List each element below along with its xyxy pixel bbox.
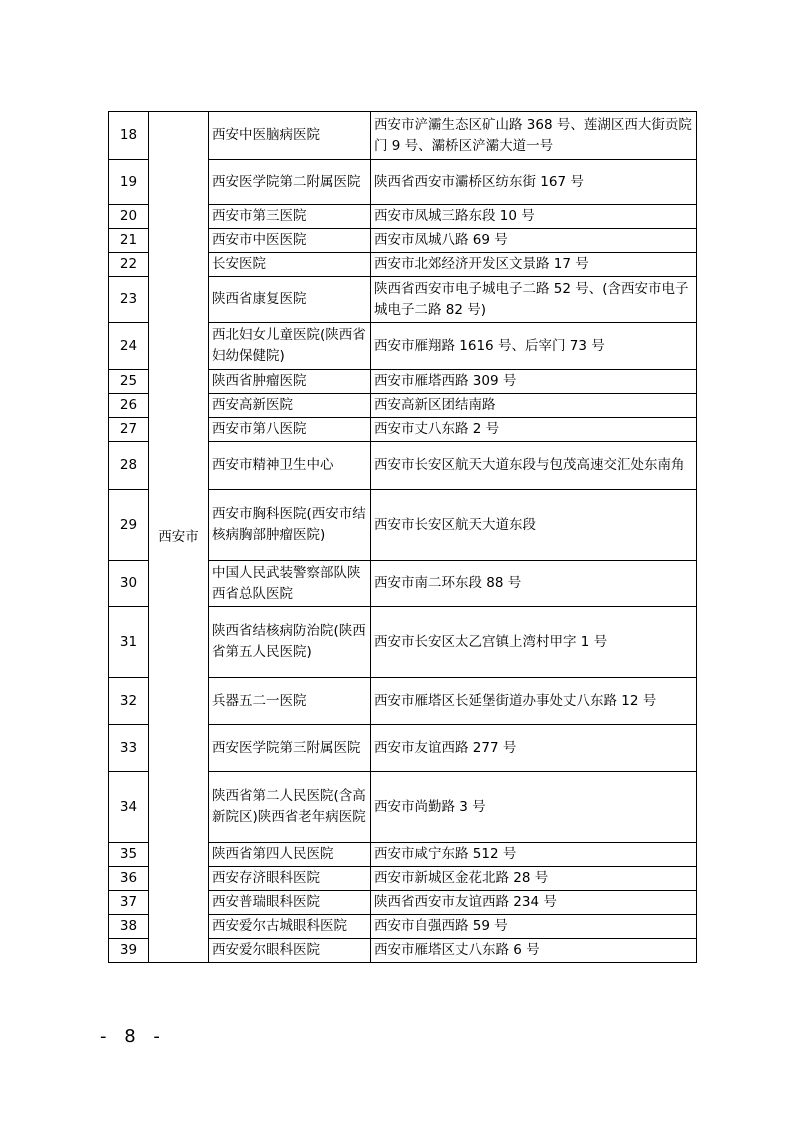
hospital-name: 长安医院 <box>209 253 371 277</box>
hospital-address: 西安市友谊西路 277 号 <box>371 725 697 772</box>
hospital-name: 陕西省第二人民医院(含高新院区)陕西省老年病医院 <box>209 772 371 843</box>
hospital-address: 西安市雁塔区长延堡街道办事处丈八东路 12 号 <box>371 678 697 725</box>
row-number: 38 <box>109 915 149 939</box>
hospital-name: 西安市胸科医院(西安市结核病胸部肿瘤医院) <box>209 490 371 561</box>
hospital-address: 西安市凤城三路东段 10 号 <box>371 205 697 229</box>
hospital-name: 西安普瑞眼科医院 <box>209 891 371 915</box>
row-number: 35 <box>109 843 149 867</box>
hospital-name: 陕西省结核病防治院(陕西省第五人民医院) <box>209 607 371 678</box>
hospital-address: 西安市自强西路 59 号 <box>371 915 697 939</box>
hospital-name: 西安高新医院 <box>209 394 371 418</box>
page-number: - 8 - <box>100 1026 166 1047</box>
hospital-address: 西安市丈八东路 2 号 <box>371 418 697 442</box>
hospital-address: 西安市长安区太乙宫镇上湾村甲字 1 号 <box>371 607 697 678</box>
hospital-name: 中国人民武装警察部队陕西省总队医院 <box>209 561 371 607</box>
city-cell: 西安市 <box>149 112 209 963</box>
hospital-name: 陕西省第四人民医院 <box>209 843 371 867</box>
hospital-address: 陕西省西安市电子城电子二路 52 号、(含西安市电子城电子二路 82 号) <box>371 277 697 323</box>
hospital-table <box>108 111 697 963</box>
row-number: 33 <box>109 725 149 772</box>
hospital-address: 西安市北郊经济开发区文景路 17 号 <box>371 253 697 277</box>
hospital-name: 西安医学院第二附属医院 <box>209 160 371 205</box>
hospital-address: 西安市南二环东段 88 号 <box>371 561 697 607</box>
hospital-name: 兵器五二一医院 <box>209 678 371 725</box>
row-number: 30 <box>109 561 149 607</box>
hospital-address: 西安市凤城八路 69 号 <box>371 229 697 253</box>
hospital-address: 西安市雁翔路 1616 号、后宰门 73 号 <box>371 323 697 370</box>
row-number: 25 <box>109 370 149 394</box>
hospital-address: 西安市咸宁东路 512 号 <box>371 843 697 867</box>
hospital-address: 西安市浐灞生态区矿山路 368 号、莲湖区西大街贡院门 9 号、灞桥区浐灞大道一号 <box>371 112 697 160</box>
row-number: 22 <box>109 253 149 277</box>
hospital-name: 西安爱尔眼科医院 <box>209 939 371 963</box>
hospital-name: 西安爱尔古城眼科医院 <box>209 915 371 939</box>
hospital-name: 西安市中医医院 <box>209 229 371 253</box>
hospital-name: 西安市精神卫生中心 <box>209 442 371 490</box>
hospital-name: 西北妇女儿童医院(陕西省妇幼保健院) <box>209 323 371 370</box>
row-number: 36 <box>109 867 149 891</box>
row-number: 27 <box>109 418 149 442</box>
hospital-address: 西安市雁塔区丈八东路 6 号 <box>371 939 697 963</box>
row-number: 20 <box>109 205 149 229</box>
table-row <box>109 112 697 160</box>
hospital-table-body <box>109 112 697 963</box>
hospital-name: 陕西省肿瘤医院 <box>209 370 371 394</box>
row-number: 39 <box>109 939 149 963</box>
row-number: 26 <box>109 394 149 418</box>
row-number: 32 <box>109 678 149 725</box>
hospital-address: 西安市长安区航天大道东段 <box>371 490 697 561</box>
hospital-name: 西安医学院第三附属医院 <box>209 725 371 772</box>
row-number: 18 <box>109 112 149 160</box>
hospital-address: 西安高新区团结南路 <box>371 394 697 418</box>
row-number: 28 <box>109 442 149 490</box>
hospital-name: 西安存济眼科医院 <box>209 867 371 891</box>
hospital-address: 西安市雁塔西路 309 号 <box>371 370 697 394</box>
row-number: 37 <box>109 891 149 915</box>
row-number: 19 <box>109 160 149 205</box>
hospital-name: 西安市第三医院 <box>209 205 371 229</box>
hospital-name: 陕西省康复医院 <box>209 277 371 323</box>
hospital-name: 西安中医脑病医院 <box>209 112 371 160</box>
hospital-address: 西安市新城区金花北路 28 号 <box>371 867 697 891</box>
row-number: 31 <box>109 607 149 678</box>
hospital-address: 陕西省西安市友谊西路 234 号 <box>371 891 697 915</box>
row-number: 23 <box>109 277 149 323</box>
hospital-name: 西安市第八医院 <box>209 418 371 442</box>
hospital-address: 西安市尚勤路 3 号 <box>371 772 697 843</box>
row-number: 29 <box>109 490 149 561</box>
row-number: 34 <box>109 772 149 843</box>
hospital-address: 陕西省西安市灞桥区纺东街 167 号 <box>371 160 697 205</box>
row-number: 24 <box>109 323 149 370</box>
row-number: 21 <box>109 229 149 253</box>
hospital-address: 西安市长安区航天大道东段与包茂高速交汇处东南角 <box>371 442 697 490</box>
